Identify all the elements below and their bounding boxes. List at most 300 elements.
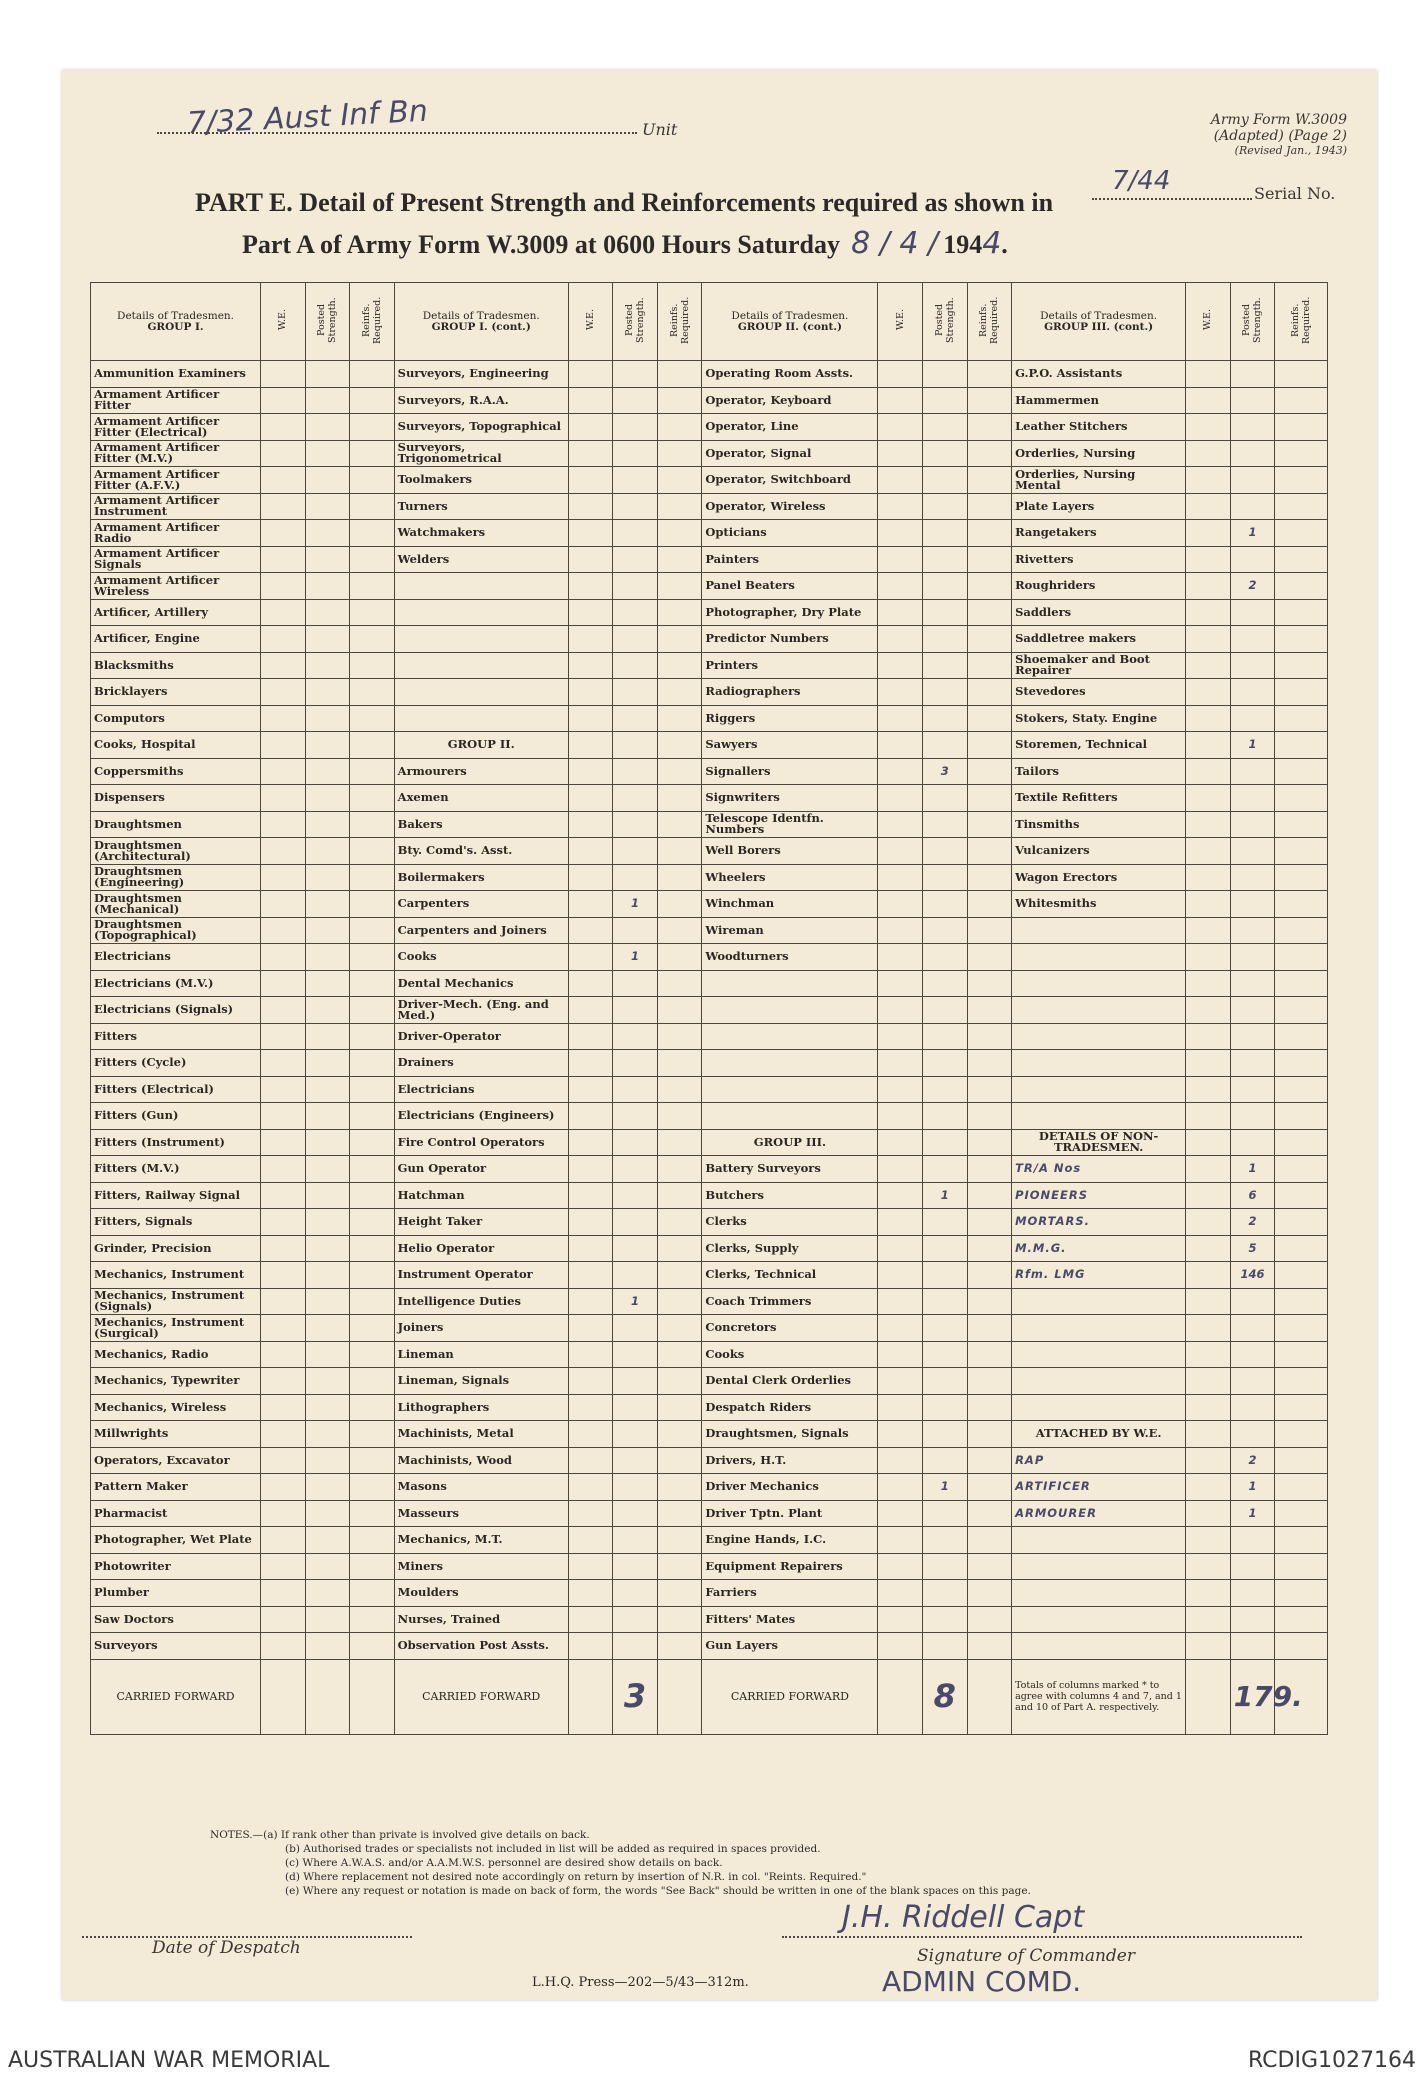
trade-label: Driver-Mech. (Eng. and Med.) xyxy=(394,997,568,1024)
reinfs-cell xyxy=(657,1262,702,1289)
reinfs-cell xyxy=(657,864,702,891)
details-label: Details of Tradesmen. xyxy=(1040,309,1158,322)
trade-label: Whitesmiths xyxy=(1012,891,1186,918)
trade-label: Opticians xyxy=(702,520,878,547)
we-cell xyxy=(878,520,923,547)
posted-cell xyxy=(613,785,658,812)
reinfs-cell xyxy=(1275,1553,1328,1580)
we-cell xyxy=(568,1156,613,1183)
posted-cell xyxy=(613,546,658,573)
reinfs-cell xyxy=(350,599,395,626)
we-cell xyxy=(1186,679,1231,706)
table-row xyxy=(91,1156,1328,1183)
we-cell xyxy=(568,1500,613,1527)
reinfs-cell xyxy=(1275,1580,1328,1607)
trade-label: Lineman, Signals xyxy=(394,1368,568,1395)
posted-cell xyxy=(305,1447,350,1474)
posted-cell xyxy=(613,1182,658,1209)
table-row xyxy=(91,1527,1328,1554)
reinfs-cell xyxy=(1275,679,1328,706)
blank-trade-cell xyxy=(1012,1580,1186,1607)
reinfs-cell xyxy=(1275,1421,1328,1448)
we-cell xyxy=(1186,1129,1231,1156)
we-cell xyxy=(878,1633,923,1660)
posted-cell xyxy=(305,1156,350,1183)
details-label: Details of Tradesmen. xyxy=(731,309,849,322)
trade-label: Textile Refitters xyxy=(1012,785,1186,812)
note-line: (e) Where any request or notation is made on back of form, the words "See Back" should be written in one of the blank spaces on this page. xyxy=(285,1885,1031,1897)
posted-cell xyxy=(613,652,658,679)
blank-trade-cell xyxy=(1012,970,1186,997)
trade-label: Engine Hands, I.C. xyxy=(702,1527,878,1554)
trade-label: Masseurs xyxy=(394,1500,568,1527)
trade-label: Turners xyxy=(394,493,568,520)
reinfs-cell xyxy=(967,1156,1012,1183)
table-row xyxy=(91,1341,1328,1368)
reinfs-cell xyxy=(657,970,702,997)
reinfs-cell xyxy=(1275,1182,1328,1209)
table-row xyxy=(91,891,1328,918)
unit-line xyxy=(157,93,757,142)
posted-cell xyxy=(1230,1103,1275,1130)
posted-cell xyxy=(1230,997,1275,1024)
trade-label: Well Borers xyxy=(702,838,878,865)
reinfs-cell xyxy=(657,758,702,785)
posted-cell xyxy=(923,626,968,653)
we-cell xyxy=(568,440,613,467)
group-1-label: GROUP I. xyxy=(147,320,204,333)
trade-label: Armament Artificer Radio xyxy=(91,520,261,547)
reinfs-cell xyxy=(350,1474,395,1501)
carried-forward-1: CARRIED FORWARD xyxy=(91,1659,261,1734)
reinfs-cell xyxy=(350,732,395,759)
reinfs-cell xyxy=(967,1129,1012,1156)
posted-cell xyxy=(613,1474,658,1501)
we-cell xyxy=(1186,997,1231,1024)
posted-cell xyxy=(923,573,968,600)
reinfs-cell xyxy=(967,652,1012,679)
we-cell xyxy=(568,944,613,971)
posted-cell xyxy=(305,705,350,732)
trade-label: Helio Operator xyxy=(394,1235,568,1262)
trade-label: Fitters (Cycle) xyxy=(91,1050,261,1077)
we-cell xyxy=(261,1447,306,1474)
table-row xyxy=(91,1262,1328,1289)
posted-cell xyxy=(305,1262,350,1289)
trade-label: Welders xyxy=(394,546,568,573)
reinfs-cell xyxy=(350,838,395,865)
year-printed: 194 xyxy=(943,230,983,259)
trade-label: Dental Mechanics xyxy=(394,970,568,997)
we-cell xyxy=(1186,1182,1231,1209)
reinfs-cell xyxy=(657,679,702,706)
reinfs-cell xyxy=(1275,387,1328,414)
note-line: (d) Where replacement not desired note accordingly on return by insertion of N.R. in col. "Reints. Required." xyxy=(285,1871,867,1883)
posted-cell xyxy=(305,493,350,520)
we-cell xyxy=(878,1262,923,1289)
trade-label: Coppersmiths xyxy=(91,758,261,785)
trade-label: Electricians (Signals) xyxy=(91,997,261,1024)
we-cell xyxy=(1186,546,1231,573)
trade-label: Drivers, H.T. xyxy=(702,1447,878,1474)
we-cell xyxy=(878,1103,923,1130)
we-cell xyxy=(1186,1156,1231,1183)
posted-cell xyxy=(923,679,968,706)
posted-cell xyxy=(613,864,658,891)
we-cell xyxy=(878,387,923,414)
carried-forward-2: CARRIED FORWARD xyxy=(394,1659,568,1734)
we-cell xyxy=(568,361,613,388)
trade-label: Clerks, Technical xyxy=(702,1262,878,1289)
blank-trade-cell xyxy=(1012,1076,1186,1103)
trade-label: Surveyors, Engineering xyxy=(394,361,568,388)
posted-cell xyxy=(923,1527,968,1554)
reinfs-cell xyxy=(657,1288,702,1315)
trade-label: Hammermen xyxy=(1012,387,1186,414)
posted-cell xyxy=(923,1421,968,1448)
reinfs-cell xyxy=(967,1050,1012,1077)
trade-label: Woodturners xyxy=(702,944,878,971)
we-cell xyxy=(261,387,306,414)
we-header: W.E. xyxy=(277,309,289,331)
trade-label: Miners xyxy=(394,1553,568,1580)
reinfs-cell xyxy=(350,785,395,812)
we-cell xyxy=(568,1288,613,1315)
note-line: (c) Where A.W.A.S. and/or A.A.M.W.S. personnel are desired show details on back. xyxy=(285,1857,723,1869)
details-label: Details of Tradesmen. xyxy=(117,309,235,322)
reinfs-cell xyxy=(1275,1394,1328,1421)
posted-cell xyxy=(613,1129,658,1156)
we-cell xyxy=(878,997,923,1024)
trade-label: G.P.O. Assistants xyxy=(1012,361,1186,388)
trade-label: Computors xyxy=(91,705,261,732)
carried-forward-3: CARRIED FORWARD xyxy=(702,1659,878,1734)
posted-cell xyxy=(923,1580,968,1607)
we-cell xyxy=(568,520,613,547)
we-cell xyxy=(878,1580,923,1607)
reinfs-cell xyxy=(1275,599,1328,626)
reinfs-cell xyxy=(1275,1500,1328,1527)
reinfs-header: Reinfs. Required. xyxy=(668,296,691,344)
blank-trade-cell xyxy=(394,573,568,600)
reinfs-cell xyxy=(967,1580,1012,1607)
trade-label: Pharmacist xyxy=(91,1500,261,1527)
trade-label: Shoemaker and Boot Repairer xyxy=(1012,652,1186,679)
posted-cell xyxy=(923,1235,968,1262)
we-cell xyxy=(878,811,923,838)
posted-cell xyxy=(923,1500,968,1527)
reinfs-cell xyxy=(967,414,1012,441)
posted-cell xyxy=(1230,1553,1275,1580)
we-cell xyxy=(568,1633,613,1660)
we-cell xyxy=(1186,361,1231,388)
posted-cell xyxy=(923,1129,968,1156)
posted-cell xyxy=(923,891,968,918)
posted-strength-value: 2 xyxy=(1230,1447,1275,1474)
header-row xyxy=(91,283,1328,361)
trade-label: Draughtsmen (Mechanical) xyxy=(91,891,261,918)
we-cell xyxy=(1186,1288,1231,1315)
year-end: . xyxy=(1001,230,1008,259)
table-row xyxy=(91,546,1328,573)
blank-trade-cell xyxy=(702,1050,878,1077)
posted-cell xyxy=(1230,1315,1275,1342)
we-cell xyxy=(261,1500,306,1527)
table-row xyxy=(91,440,1328,467)
posted-cell xyxy=(1230,1050,1275,1077)
we-cell xyxy=(1186,1580,1231,1607)
reinfs-cell xyxy=(657,652,702,679)
we-cell xyxy=(1186,1633,1231,1660)
posted-strength-value: 1 xyxy=(923,1182,968,1209)
reinfs-cell xyxy=(967,467,1012,494)
posted-cell xyxy=(305,626,350,653)
posted-cell xyxy=(613,1076,658,1103)
posted-cell xyxy=(613,626,658,653)
unit-handwritten: 7/32 Aust Inf Bn xyxy=(186,93,429,142)
blank-trade-cell xyxy=(394,599,568,626)
posted-cell xyxy=(613,1500,658,1527)
we-cell xyxy=(568,864,613,891)
reinfs-cell xyxy=(350,970,395,997)
trade-label: Roughriders xyxy=(1012,573,1186,600)
we-cell xyxy=(261,467,306,494)
trade-label: Butchers xyxy=(702,1182,878,1209)
reinfs-cell xyxy=(657,785,702,812)
reinfs-cell xyxy=(1275,864,1328,891)
we-cell xyxy=(1186,626,1231,653)
blank-trade-cell xyxy=(394,679,568,706)
we-cell xyxy=(1186,1447,1231,1474)
we-cell xyxy=(261,1129,306,1156)
posted-cell xyxy=(305,546,350,573)
reinfs-cell xyxy=(1275,1633,1328,1660)
table-row xyxy=(91,573,1328,600)
we-cell xyxy=(878,917,923,944)
we-cell xyxy=(568,785,613,812)
reinfs-cell xyxy=(967,811,1012,838)
reinfs-cell xyxy=(1275,546,1328,573)
posted-cell xyxy=(923,997,968,1024)
reinfs-cell xyxy=(350,811,395,838)
form-adapted: (Adapted) (Page 2) xyxy=(1213,128,1347,144)
reinfs-cell xyxy=(967,838,1012,865)
we-cell xyxy=(568,1129,613,1156)
trade-label: Draughtsmen (Architectural) xyxy=(91,838,261,865)
posted-cell xyxy=(305,1103,350,1130)
we-cell xyxy=(261,361,306,388)
reinfs-cell xyxy=(350,1076,395,1103)
trade-label: Watchmakers xyxy=(394,520,568,547)
we-cell xyxy=(568,1235,613,1262)
reinfs-cell xyxy=(1275,1447,1328,1474)
we-cell xyxy=(878,1129,923,1156)
we-cell xyxy=(261,626,306,653)
reinfs-cell xyxy=(967,1262,1012,1289)
we-cell xyxy=(878,1182,923,1209)
we-cell xyxy=(568,599,613,626)
table-row xyxy=(91,626,1328,653)
table-row xyxy=(91,944,1328,971)
posted-cell xyxy=(305,811,350,838)
posted-cell xyxy=(305,732,350,759)
table-row xyxy=(91,705,1328,732)
we-cell xyxy=(1186,1023,1231,1050)
posted-cell xyxy=(613,811,658,838)
table-row xyxy=(91,1129,1328,1156)
posted-strength-value: 5 xyxy=(1230,1235,1275,1262)
we-cell xyxy=(1186,758,1231,785)
we-cell xyxy=(261,1394,306,1421)
we-cell xyxy=(568,1050,613,1077)
posted-cell xyxy=(923,1209,968,1236)
we-cell xyxy=(261,1633,306,1660)
details-label: Details of Tradesmen. xyxy=(422,309,540,322)
we-cell xyxy=(261,917,306,944)
we-cell xyxy=(878,864,923,891)
reinfs-cell xyxy=(350,520,395,547)
we-cell xyxy=(261,732,306,759)
posted-cell xyxy=(923,944,968,971)
reinfs-cell xyxy=(1275,652,1328,679)
posted-cell xyxy=(1230,626,1275,653)
posted-cell xyxy=(613,493,658,520)
posted-strength-value: 1 xyxy=(613,891,658,918)
reinfs-header: Reinfs. Required. xyxy=(978,296,1001,344)
we-cell xyxy=(261,838,306,865)
blank-trade-cell xyxy=(1012,944,1186,971)
posted-cell xyxy=(923,864,968,891)
trade-label: Panel Beaters xyxy=(702,573,878,600)
table-row xyxy=(91,599,1328,626)
posted-cell xyxy=(923,1606,968,1633)
blank-trade-cell xyxy=(1012,1606,1186,1633)
reinfs-cell xyxy=(350,1500,395,1527)
posted-cell xyxy=(305,1368,350,1395)
we-cell xyxy=(261,1076,306,1103)
posted-cell xyxy=(613,387,658,414)
trade-label: Photowriter xyxy=(91,1553,261,1580)
reinfs-cell xyxy=(657,944,702,971)
posted-cell xyxy=(305,864,350,891)
posted-cell xyxy=(613,1447,658,1474)
trade-label: Fitters, Signals xyxy=(91,1209,261,1236)
posted-cell xyxy=(305,1606,350,1633)
table-row xyxy=(91,1606,1328,1633)
we-cell xyxy=(568,573,613,600)
posted-cell xyxy=(1230,1023,1275,1050)
posted-strength-value: 2 xyxy=(1230,573,1275,600)
posted-cell xyxy=(613,1527,658,1554)
admin-handwritten: ADMIN COMD. xyxy=(882,1965,1082,1998)
we-cell xyxy=(878,573,923,600)
posted-strength-value: 6 xyxy=(1230,1182,1275,1209)
we-cell xyxy=(261,1156,306,1183)
we-cell xyxy=(1186,1341,1231,1368)
posted-cell xyxy=(613,440,658,467)
we-cell xyxy=(568,1023,613,1050)
trade-label: Fitters (Electrical) xyxy=(91,1076,261,1103)
blank-trade-cell xyxy=(1012,917,1186,944)
reinfs-cell xyxy=(1275,414,1328,441)
we-cell xyxy=(878,1341,923,1368)
we-cell xyxy=(1186,573,1231,600)
trade-label: Operators, Excavator xyxy=(91,1447,261,1474)
posted-cell xyxy=(1230,599,1275,626)
we-cell xyxy=(878,1500,923,1527)
we-cell xyxy=(261,1421,306,1448)
reinfs-cell xyxy=(657,1553,702,1580)
trade-label: Hatchman xyxy=(394,1182,568,1209)
posted-cell xyxy=(305,1421,350,1448)
we-cell xyxy=(1186,891,1231,918)
we-cell xyxy=(878,1421,923,1448)
we-cell xyxy=(1186,785,1231,812)
posted-cell xyxy=(1230,891,1275,918)
reinfs-cell xyxy=(967,520,1012,547)
we-cell xyxy=(568,652,613,679)
posted-cell xyxy=(613,1368,658,1395)
we-cell xyxy=(568,891,613,918)
reinfs-cell xyxy=(350,1209,395,1236)
trade-label: Gun Operator xyxy=(394,1156,568,1183)
posted-cell xyxy=(1230,944,1275,971)
posted-cell xyxy=(305,1288,350,1315)
table-row xyxy=(91,1288,1328,1315)
posted-cell xyxy=(305,917,350,944)
blank-trade-cell xyxy=(1012,1527,1186,1554)
form-name: Army Form W.3009 xyxy=(1210,112,1347,128)
we-cell xyxy=(261,1288,306,1315)
we-cell xyxy=(261,652,306,679)
we-cell xyxy=(878,891,923,918)
posted-cell xyxy=(1230,811,1275,838)
we-cell xyxy=(878,493,923,520)
reinfs-cell xyxy=(1275,1606,1328,1633)
we-cell xyxy=(878,467,923,494)
trade-label: Electricians xyxy=(394,1076,568,1103)
table-row xyxy=(91,1182,1328,1209)
table-row xyxy=(91,1474,1328,1501)
posted-cell xyxy=(305,1500,350,1527)
trade-label: Armament Artificer Fitter xyxy=(91,387,261,414)
trade-label: Fitters (Gun) xyxy=(91,1103,261,1130)
posted-cell xyxy=(923,1633,968,1660)
serial-label: Serial No. xyxy=(1254,184,1336,203)
posted-cell xyxy=(305,1553,350,1580)
trade-label: Surveyors xyxy=(91,1633,261,1660)
we-cell xyxy=(568,493,613,520)
trade-label: Machinists, Wood xyxy=(394,1447,568,1474)
posted-cell xyxy=(613,732,658,759)
blank-trade-cell xyxy=(702,1103,878,1130)
we-cell xyxy=(568,811,613,838)
we-cell xyxy=(878,1606,923,1633)
totals-value: 179. xyxy=(1230,1659,1275,1734)
trade-label: Rivetters xyxy=(1012,546,1186,573)
posted-cell xyxy=(1230,440,1275,467)
posted-cell xyxy=(305,1394,350,1421)
reinfs-cell xyxy=(350,1182,395,1209)
posted-cell xyxy=(613,1050,658,1077)
strength-table xyxy=(90,282,1328,1735)
posted-strength-value: 1 xyxy=(1230,732,1275,759)
we-cell xyxy=(1186,917,1231,944)
table-row xyxy=(91,1633,1328,1660)
reinfs-cell xyxy=(657,732,702,759)
reinfs-cell xyxy=(967,1103,1012,1130)
trade-label: Fitters (Instrument) xyxy=(91,1129,261,1156)
